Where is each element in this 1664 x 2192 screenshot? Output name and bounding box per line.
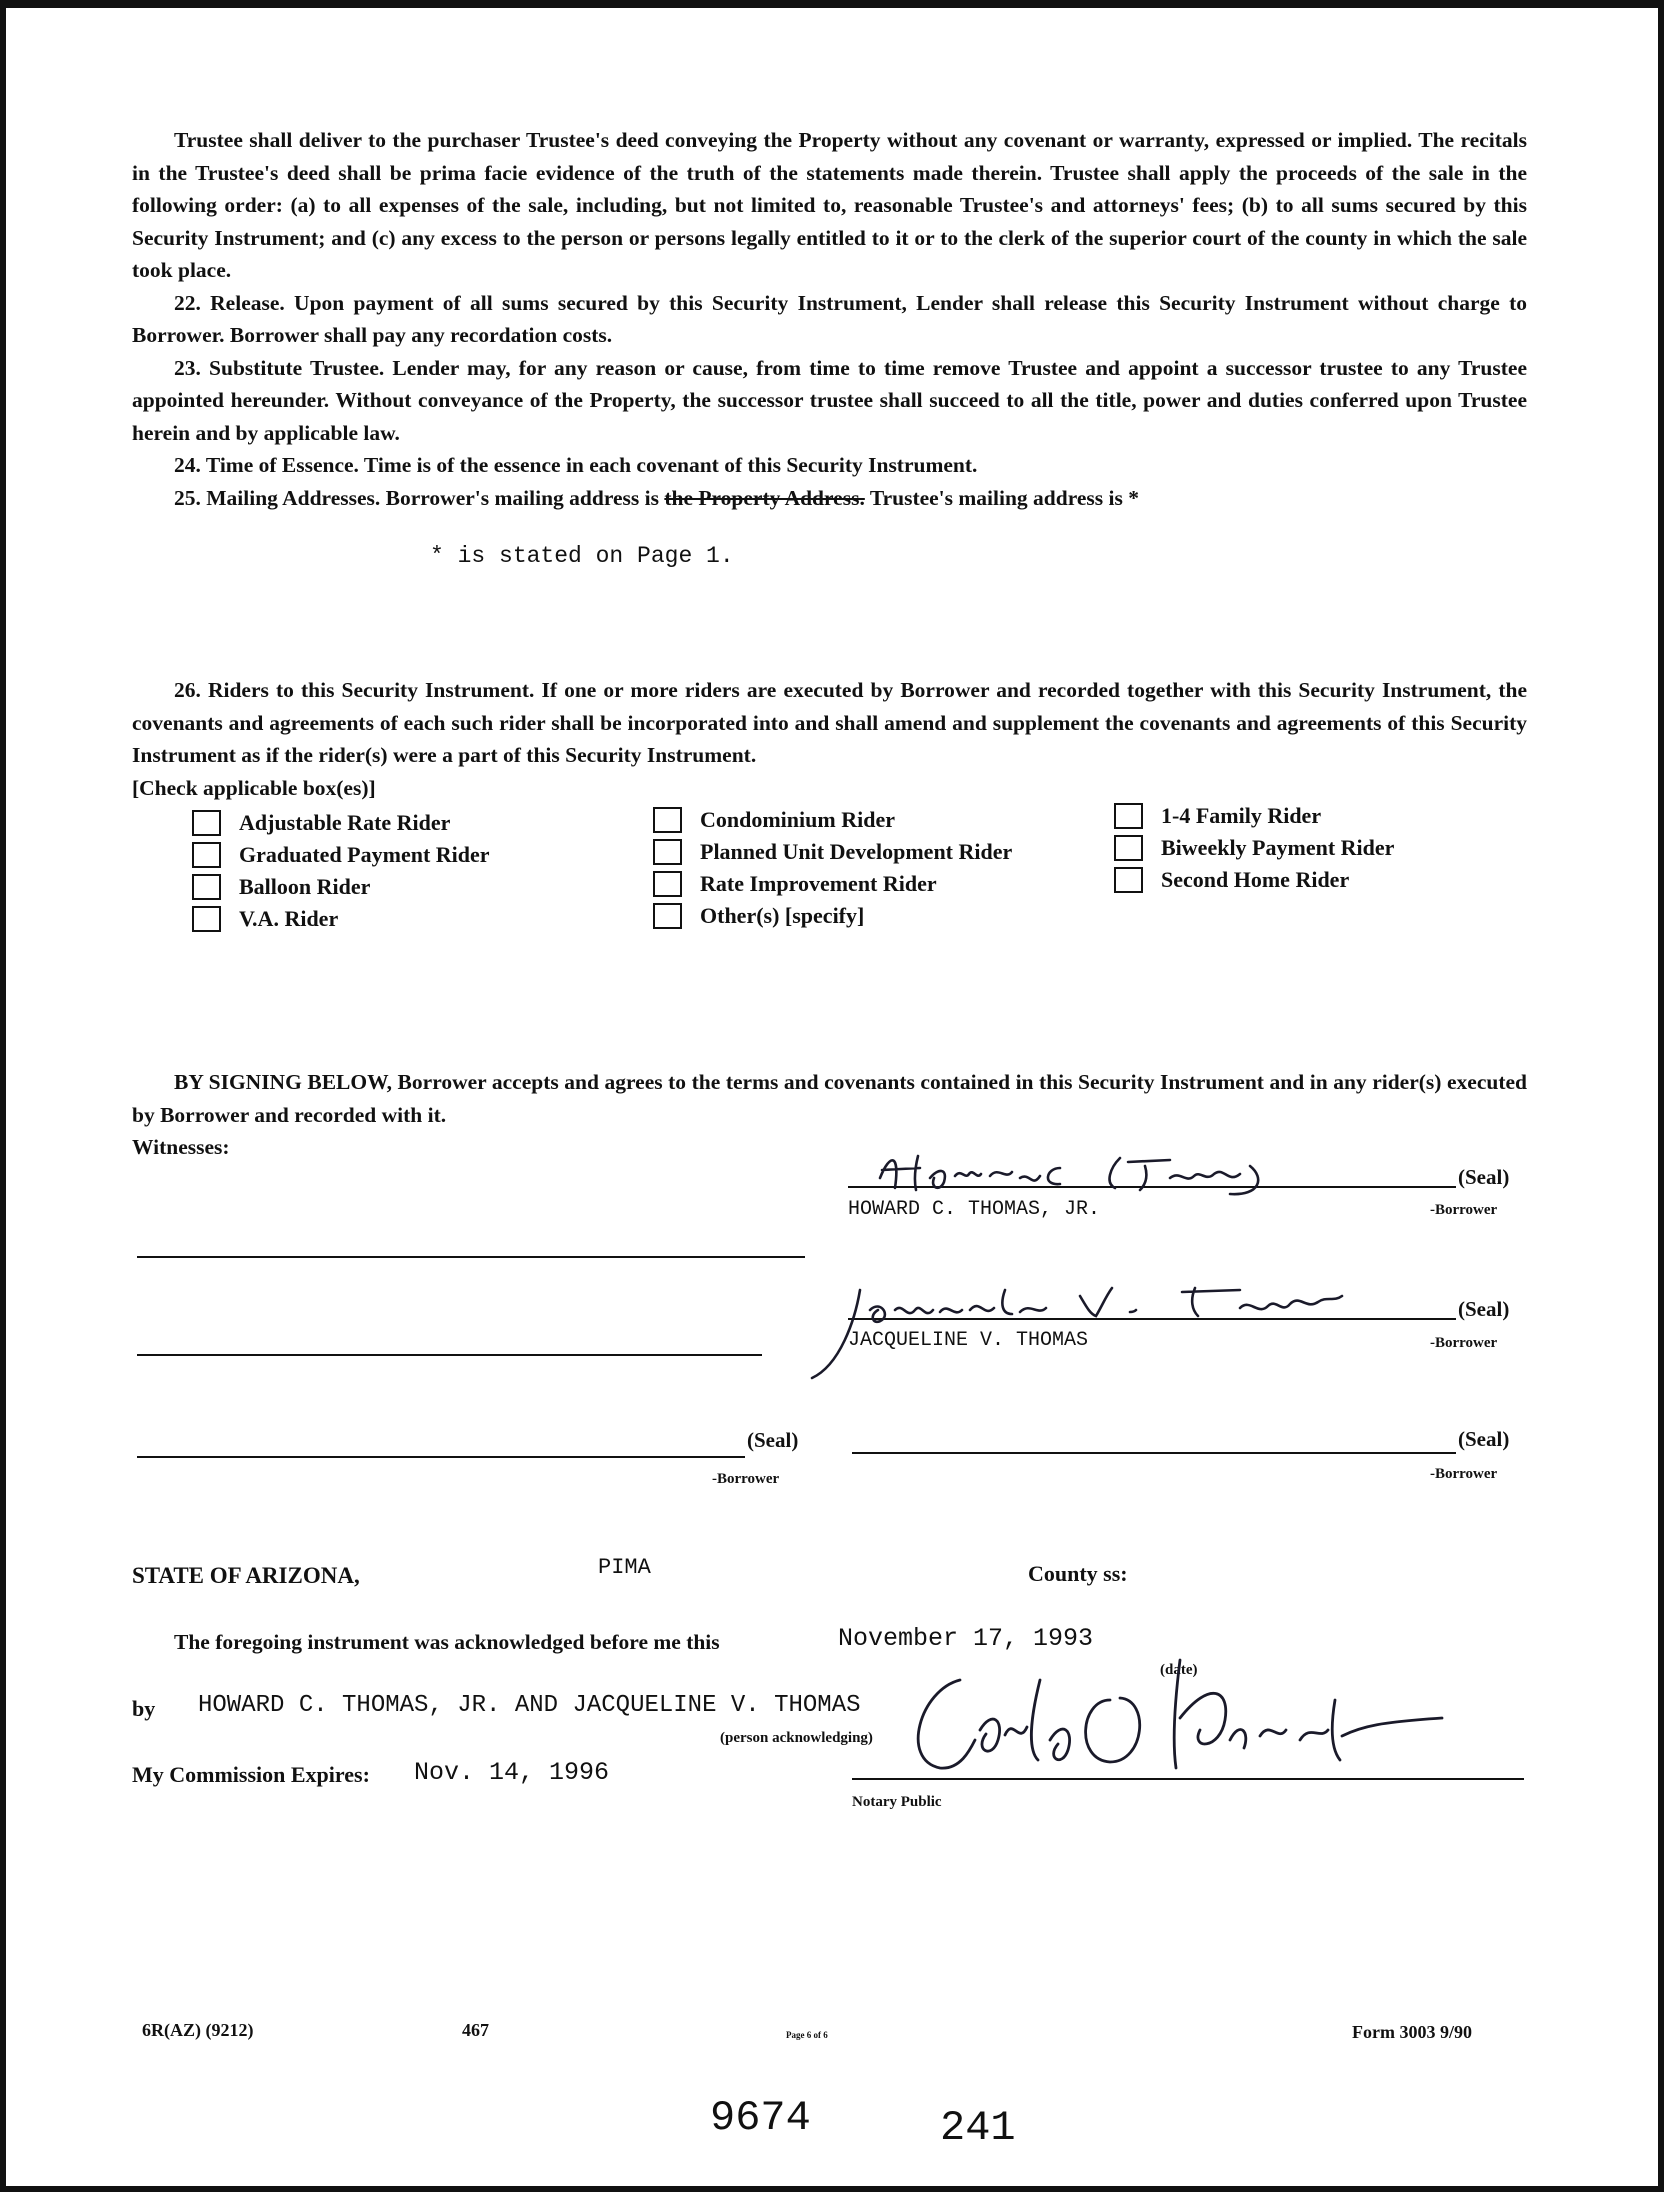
signing-statement: BY SIGNING BELOW, Borrower accepts and agrees to the terms and covenants contained in this Security Instrument and in any rider(s) executed by Borrower and recorded with it.: [132, 1070, 1527, 1127]
seal-label: (Seal): [1458, 1427, 1510, 1451]
address-note: * is stated on Page 1.: [430, 543, 734, 569]
mailing-address-text: 25. Mailing Addresses. Borrower's mailing address is: [174, 485, 659, 510]
witnesses-label: Witnesses:: [132, 1135, 230, 1159]
signature-line-right: [852, 1452, 1456, 1454]
checkbox-rate-improvement-rider[interactable]: [653, 871, 937, 897]
borrower-1-name: HOWARD C. THOMAS, JR.: [848, 1198, 1101, 1221]
checkbox-biweekly-payment-rider[interactable]: [1114, 835, 1394, 861]
check-boxes-label: [Check applicable box(es)]: [132, 775, 376, 800]
body-text: [132, 124, 1527, 514]
page-number: Page 6 of 6: [786, 2030, 828, 2040]
checkbox-square[interactable]: [192, 874, 221, 900]
riders-section: [132, 674, 1527, 804]
borrower-label: -Borrower: [1430, 1466, 1498, 1482]
checkbox-square[interactable]: [1114, 867, 1143, 893]
checkbox-label: Planned Unit Development Rider: [700, 839, 1013, 864]
checkbox-other-riders[interactable]: [653, 903, 864, 929]
checkbox-label: Other(s) [specify]: [700, 903, 865, 928]
scan-border-left: [0, 0, 6, 2192]
witness-line-2: [137, 1354, 762, 1356]
checkbox-square[interactable]: [653, 839, 682, 865]
paragraph-26-riders: 26. Riders to this Security Instrument. If one or more riders are executed by Borrower and recorded together with this Security Instrument, the covenants and agreements of each such rider shall be incorporated into and shall amend and supplement the covenants and agreements of this Security Instrument as if the rider(s) were a part of this Security Instrument.: [132, 678, 1527, 767]
checkbox-square[interactable]: [653, 871, 682, 897]
form-number: Form 3003 9/90: [1352, 2022, 1472, 2042]
checkbox-square[interactable]: [192, 842, 221, 868]
trustee-mailing-text: Trustee's mailing address is *: [869, 485, 1139, 510]
commission-expiry-date: Nov. 14, 1996: [414, 1758, 610, 1787]
county-label: County ss:: [1028, 1561, 1128, 1586]
borrower-label: -Borrower: [712, 1471, 780, 1487]
scan-border-bottom: [0, 2186, 1664, 2192]
checkbox-va-rider[interactable]: [192, 906, 338, 932]
by-label: by: [132, 1696, 156, 1721]
checkbox-square[interactable]: [192, 906, 221, 932]
checkbox-balloon-rider[interactable]: [192, 874, 370, 900]
seal-label: (Seal): [747, 1428, 799, 1452]
recording-stamp-2: 241: [940, 2104, 1016, 2152]
borrower-label: -Borrower: [1430, 1335, 1498, 1351]
date-caption: (date): [1160, 1662, 1198, 1678]
paragraph-24-time-of-essence: 24. Time of Essence. Time is of the essence in each covenant of this Security Instrument.: [174, 453, 978, 477]
scan-border-right: [1658, 0, 1664, 2192]
person-acknowledging-caption: (person acknowledging): [720, 1730, 873, 1746]
checkbox-pud-rider[interactable]: [653, 839, 1012, 865]
county-name: PIMA: [598, 1555, 651, 1580]
paragraph-22-release: 22. Release. Upon payment of all sums secured by this Security Instrument, Lender shall release this Security Instrument without charge to Borrower. Borrower shall pay any recordation costs.: [132, 290, 1527, 347]
howard-signature-icon: [870, 1148, 1320, 1198]
form-code: 6R(AZ) (9212): [142, 2020, 254, 2040]
footer-number: 467: [462, 2020, 489, 2040]
scan-border-top: [0, 0, 1664, 8]
witness-line-1: [137, 1256, 805, 1258]
checkbox-label: Biweekly Payment Rider: [1161, 835, 1395, 860]
checkbox-1-4-family-rider[interactable]: [1114, 803, 1321, 829]
checkbox-label: V.A. Rider: [239, 906, 339, 931]
checkbox-label: Balloon Rider: [239, 874, 371, 899]
paragraph-23-substitute-trustee: 23. Substitute Trustee. Lender may, for any reason or cause, from time to time remove Trustee and appoint a successor trustee to any Trustee appointed hereunder. Without conveyance of the Property, the successor trustee shall succeed to all the title, power and duties conferred upon Trustee herein and by applicable law.: [132, 355, 1527, 445]
checkbox-label: Adjustable Rate Rider: [239, 810, 451, 835]
acknowledgment-date: November 17, 1993: [838, 1624, 1094, 1653]
checkbox-square[interactable]: [192, 810, 221, 836]
seal-label: (Seal): [1458, 1165, 1510, 1189]
checkbox-square[interactable]: [653, 807, 682, 833]
notary-signature-icon: [880, 1640, 1460, 1800]
checkbox-label: 1-4 Family Rider: [1161, 803, 1322, 828]
checkbox-label: Rate Improvement Rider: [700, 871, 937, 896]
signature-line-left: [137, 1456, 745, 1458]
checkbox-graduated-payment-rider[interactable]: [192, 842, 490, 868]
seal-label: (Seal): [1458, 1297, 1510, 1321]
checkbox-label: Second Home Rider: [1161, 867, 1350, 892]
borrower-label: -Borrower: [1430, 1202, 1498, 1218]
jacqueline-signature-icon: [800, 1270, 1400, 1380]
paragraph-25-mailing-addresses: [132, 482, 1527, 515]
persons-acknowledging: HOWARD C. THOMAS, JR. AND JACQUELINE V. THOMAS: [198, 1692, 861, 1719]
checkbox-square[interactable]: [653, 903, 682, 929]
notary-public-label: Notary Public: [852, 1794, 942, 1810]
state-label: STATE OF ARIZONA,: [132, 1563, 360, 1588]
checkbox-label: Condominium Rider: [700, 807, 895, 832]
checkbox-square[interactable]: [1114, 803, 1143, 829]
paragraph-trustee-deed: Trustee shall deliver to the purchaser Trustee's deed conveying the Property without any covenant or warranty, expressed or implied. The recitals in the Trustee's deed shall be prima facie evidence of the truth of the statements made therein. Trustee shall apply the proceeds of the sale in the following order: (a) to all expenses of the sale, including, but not limited to, reasonable Trustee's and attorneys' fees; (b) to all sums secured by this Security Instrument; and (c) any excess to the person or persons legally entitled to it or to the clerk of the superior court of the county in which the sale took place.: [132, 128, 1527, 282]
checkbox-label: Graduated Payment Rider: [239, 842, 490, 867]
struck-property-address: the Property Address.: [664, 485, 865, 510]
acknowledgment-text: The foregoing instrument was acknowledged before me this: [174, 1630, 720, 1654]
borrower-2-name: JACQUELINE V. THOMAS: [848, 1329, 1089, 1352]
checkbox-square[interactable]: [1114, 835, 1143, 861]
commission-label: My Commission Expires:: [132, 1762, 370, 1787]
checkbox-condominium-rider[interactable]: [653, 807, 895, 833]
checkbox-adjustable-rate-rider[interactable]: [192, 810, 450, 836]
checkbox-second-home-rider[interactable]: [1114, 867, 1349, 893]
recording-stamp-1: 9674: [710, 2094, 811, 2142]
